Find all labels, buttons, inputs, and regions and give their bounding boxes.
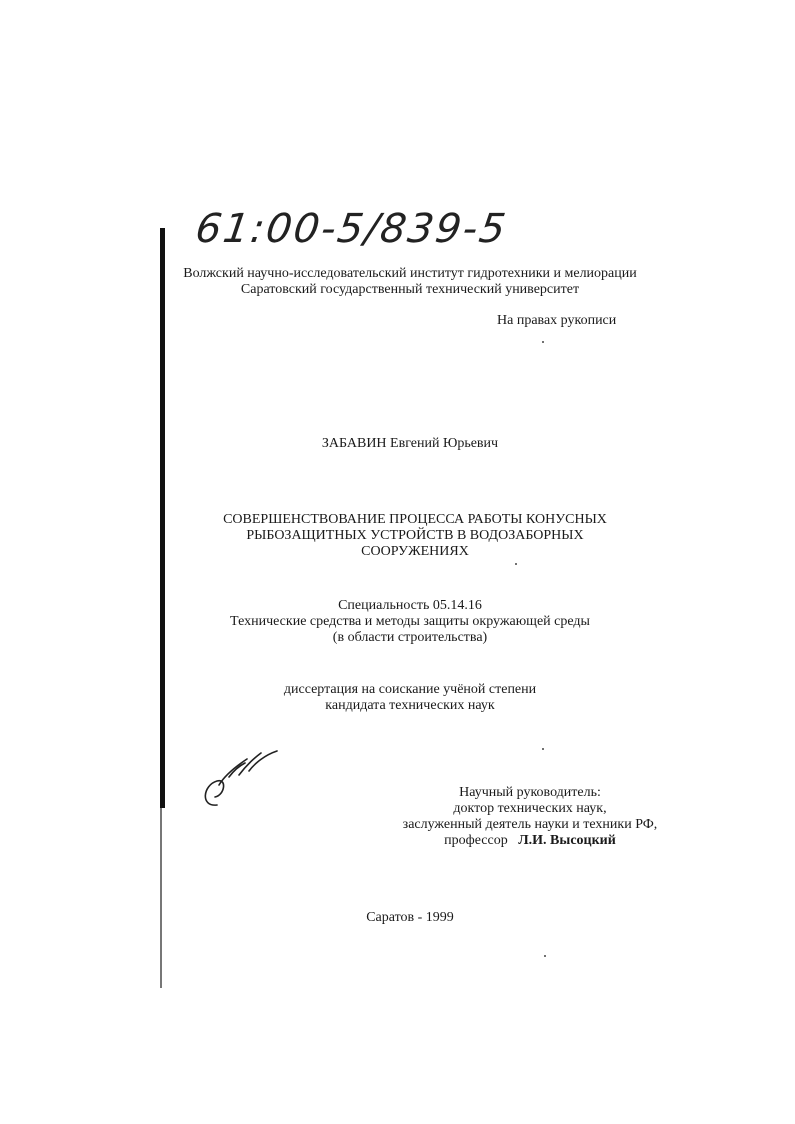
specialty-area: (в области строительства) xyxy=(332,630,488,645)
scan-speck xyxy=(515,563,517,565)
specialty-code: Специальность 05.14.16 xyxy=(338,598,482,613)
manuscript-rights-note: На правах рукописи xyxy=(497,313,617,328)
scan-speck xyxy=(542,341,544,343)
scan-speck xyxy=(542,748,544,750)
handwritten-archive-number xyxy=(192,198,576,268)
author-name: ЗАБАВИН Евгений Юрьевич xyxy=(321,436,499,451)
handwritten-signature xyxy=(195,745,285,815)
supervisor-degree: доктор технических наук, xyxy=(453,801,607,816)
scan-edge-mark-lower xyxy=(160,808,162,988)
dissertation-purpose-line-1: диссертация на соискание учёной степени xyxy=(283,682,537,697)
organization-line-1: Волжский научно-исследовательский институт гидротехники и мелиорации xyxy=(183,266,637,281)
city-and-year: Саратов - 1999 xyxy=(366,910,454,925)
specialty-name: Технические средства и методы защиты окружающей среды xyxy=(230,614,590,629)
supervisor-name: Л.И. Высоцкий xyxy=(518,833,616,848)
supervisor-title: профессор xyxy=(444,833,508,848)
archive-number-text: 61:00-5/839-5 xyxy=(192,206,511,252)
title-line-3: СООРУЖЕНИЯХ xyxy=(361,544,469,559)
scan-speck xyxy=(544,955,546,957)
dissertation-title xyxy=(180,512,650,560)
title-line-1: СОВЕРШЕНСТВОВАНИЕ ПРОЦЕССА РАБОТЫ КОНУСНЫХ xyxy=(223,512,607,527)
title-line-2: РЫБОЗАЩИТНЫХ УСТРОЙСТВ В ВОДОЗАБОРНЫХ xyxy=(246,528,584,543)
supervisor-label: Научный руководитель: xyxy=(459,785,601,800)
supervisor-title-and-name xyxy=(380,833,680,849)
scan-edge-mark xyxy=(160,228,165,808)
supervisor-honor: заслуженный деятель науки и техники РФ, xyxy=(402,817,658,832)
dissertation-purpose-line-2: кандидата технических наук xyxy=(325,698,495,713)
organization-line-2: Саратовский государственный технический университет xyxy=(240,282,580,297)
